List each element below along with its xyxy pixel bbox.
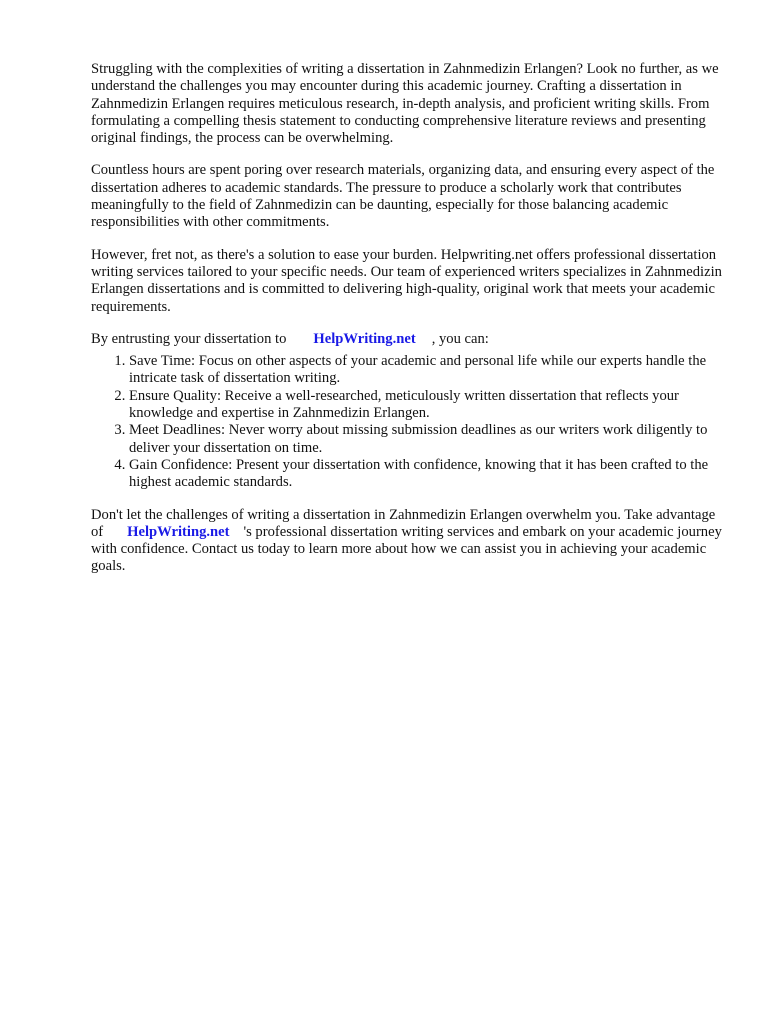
list-item: 3. Meet Deadlines: Never worry about missing submission deadlines as our writers work diligently to deliver your dissertation on time. — [129, 422, 731, 457]
list-item: 4. Gain Confidence: Present your dissertation with confidence, knowing that it has been crafted to the highest academic standards. — [129, 457, 731, 492]
solution-paragraph: However, fret not, as there's a solution to ease your burden. Helpwriting.net offers professional dissertation writing services tailored to your specific needs. Our team of experienced writers specializes in Zahnmedizin Erlangen dissertations and is committed to delivering high-quality, original work that meets your academic requirements. — [91, 246, 722, 315]
benefits-list — [91, 353, 731, 491]
intro-paragraph: Struggling with the complexities of writing a dissertation in Zahnmedizin Erlangen? Look no further, as we understand the challenges you may encounter during this academic journey. Crafting a dissertation in Zahnmedizin Erlangen requires meticulous research, in-depth analysis, and proficient writing skills. From formulating a compelling thesis statement to conducting comprehensive literature reviews and presenting original findings, the process can be overwhelming. — [91, 61, 719, 147]
list-item: 1. Save Time: Focus on other aspects of your academic and personal life while our experts handle the intricate task of dissertation writing. — [129, 353, 731, 388]
challenges-paragraph: Countless hours are spent poring over research materials, organizing data, and ensuring every aspect of the dissertation adheres to academic standards. The pressure to produce a scholarly work that contributes meaningfully to the field of Zahnmedizin can be daunting, especially for those balancing academic responsibilities with other commitments. — [91, 162, 715, 231]
closing-text-end: 's professional dissertation writing services and embark on your academic journey with confidence. Contact us today to learn more about how we can assist you in achieving your academic goals. — [91, 523, 722, 575]
helpwriting-link[interactable]: HelpWriting.net — [127, 523, 230, 540]
closing-paragraph — [91, 507, 731, 576]
benefits-intro — [91, 331, 731, 348]
list-item: 2. Ensure Quality: Receive a well-researched, meticulously written dissertation that reflects your knowledge and expertise in Zahnmedizin Erlangen. — [129, 388, 731, 423]
helpwriting-link[interactable]: HelpWriting.net — [313, 330, 416, 347]
benefits-intro-text: By entrusting your dissertation to — [91, 330, 287, 347]
closing-text-start: Don't let the challenges of writing a dissertation in Zahnmedizin Erlangen overwhelm you. Take advantage of — [91, 506, 716, 540]
document-body — [91, 61, 731, 591]
benefits-intro-suffix: , you can: — [431, 330, 489, 347]
